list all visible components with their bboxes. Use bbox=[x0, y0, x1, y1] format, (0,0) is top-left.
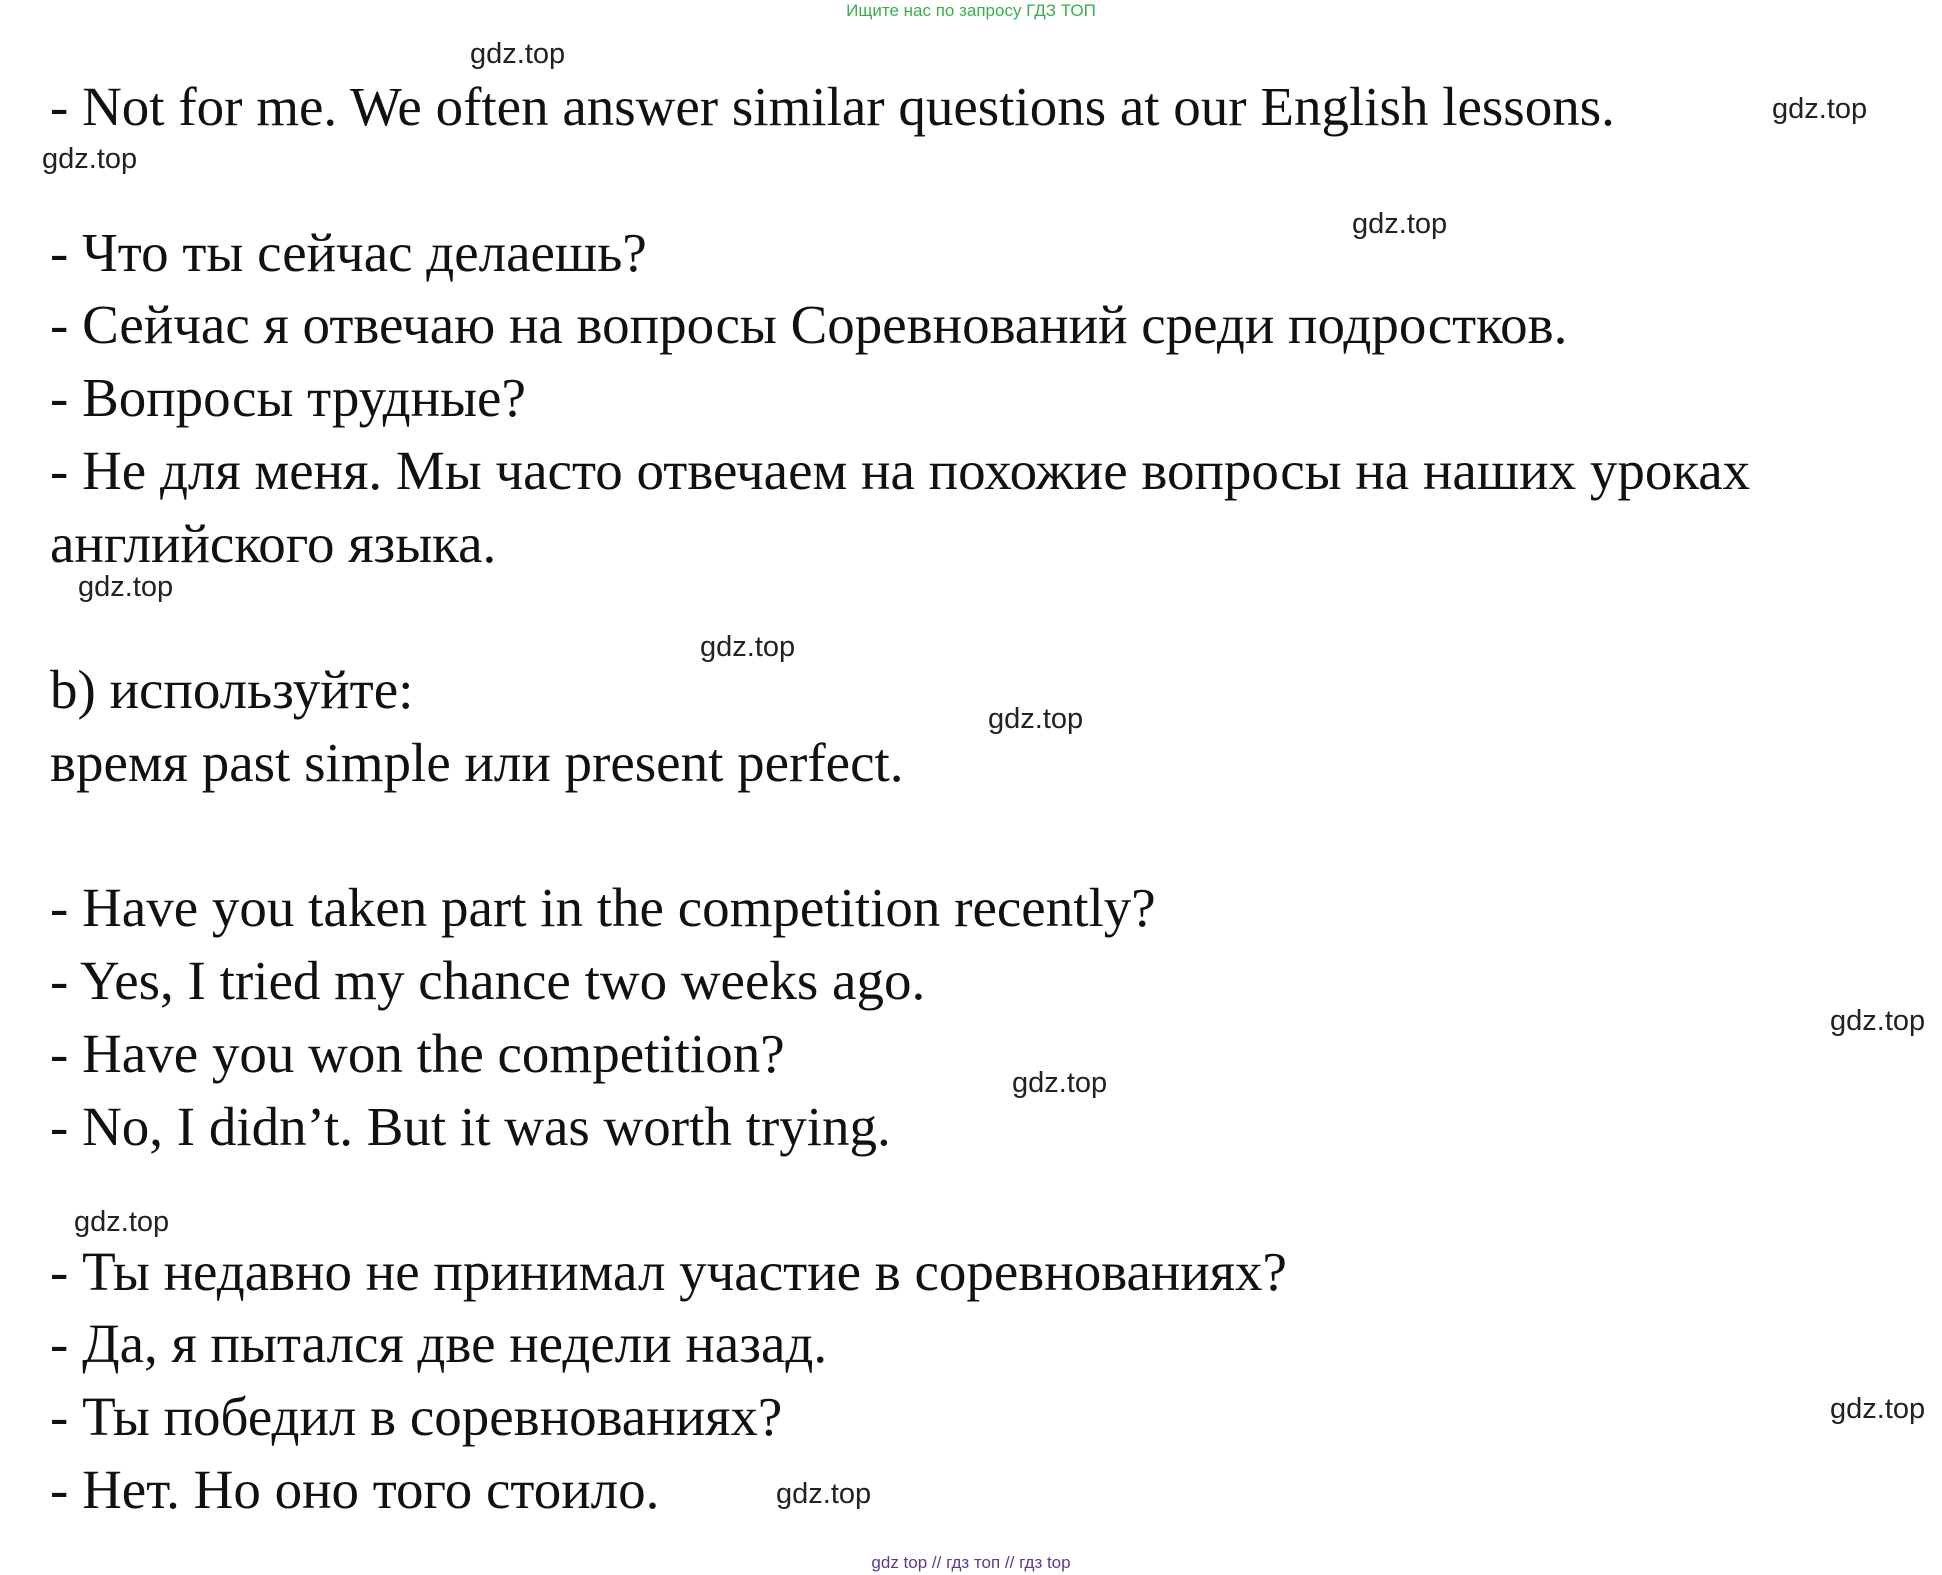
watermark: gdz.top bbox=[74, 1206, 170, 1238]
watermark: gdz.top bbox=[1772, 93, 1868, 125]
text-line: - Сейчас я отвечаю на вопросы Соревнований среди подростков. bbox=[50, 294, 1568, 355]
watermark: gdz.top bbox=[1352, 208, 1448, 240]
watermark: gdz.top bbox=[700, 631, 796, 663]
text-line: b) используйте: bbox=[50, 659, 414, 720]
text-line: - Не для меня. Мы часто отвечаем на похожие вопросы на наших уроках bbox=[50, 440, 1751, 501]
watermark: gdz.top bbox=[42, 143, 138, 175]
text-line: - Да, я пытался две недели назад. bbox=[50, 1313, 828, 1374]
text-line: - Have you taken part in the competition recently? bbox=[50, 877, 1156, 938]
footer: gdz top // гдз топ // гдз top bbox=[871, 1553, 1071, 1572]
watermark: gdz.top bbox=[78, 571, 174, 603]
top-banner: Ищите нас по запросу ГДЗ ТОП bbox=[846, 1, 1096, 20]
watermark: gdz.top bbox=[988, 703, 1084, 735]
text-line: - Have you won the competition? bbox=[50, 1023, 785, 1084]
text-line: - Yes, I tried my chance two weeks ago. bbox=[50, 950, 926, 1011]
text-line: - Вопросы трудные? bbox=[50, 367, 526, 428]
watermark: gdz.top bbox=[1012, 1067, 1108, 1099]
watermark: gdz.top bbox=[470, 38, 566, 70]
watermark: gdz.top bbox=[1830, 1005, 1926, 1037]
text-line: - No, I didn’t. But it was worth trying. bbox=[50, 1096, 891, 1157]
text-line: - Ты недавно не принимал участие в соревнованиях? bbox=[50, 1241, 1287, 1302]
text-line: - Нет. Но оно того стоило. bbox=[50, 1459, 660, 1520]
text-line: - Что ты сейчас делаешь? bbox=[50, 222, 647, 283]
text-line: - Ты победил в соревнованиях? bbox=[50, 1386, 783, 1447]
watermark: gdz.top bbox=[776, 1478, 872, 1510]
text-line: время past simple или present perfect. bbox=[50, 732, 904, 793]
text-line: - Not for me. We often answer similar questions at our English lessons. bbox=[50, 76, 1615, 137]
text-line: английского языка. bbox=[50, 513, 497, 574]
watermark: gdz.top bbox=[1830, 1393, 1926, 1425]
